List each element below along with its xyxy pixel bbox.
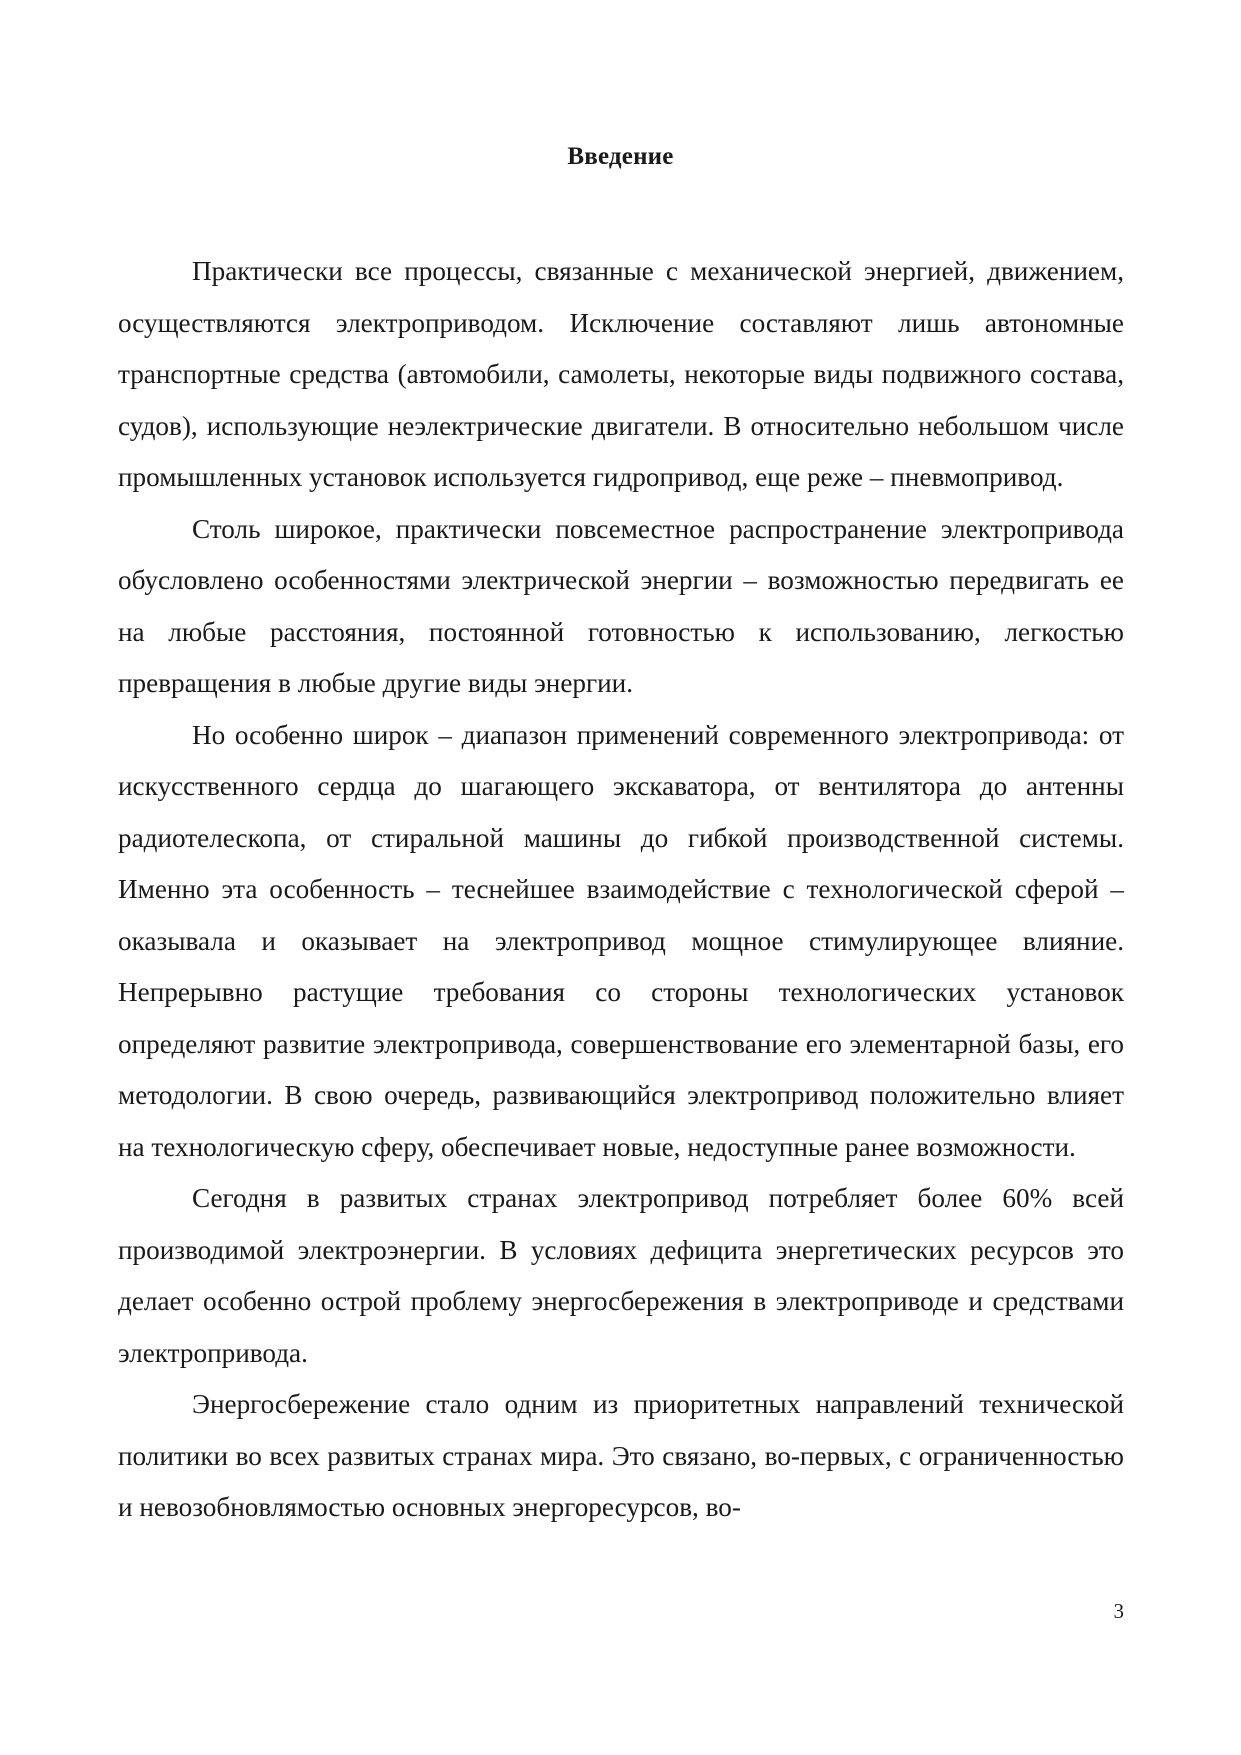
paragraph-3: Но особенно широк – диапазон применений современного электропривода: от искусственного сердца до шагающего экскаватора, от вентилятора до антенны радиотелескопа, от стиральной машины до гибкой производственной системы. Именно эта особенность – теснейшее взаимодействие с технологической сферой – оказывала и оказывает на электропривод мощное стимулирующее влияние. Непрерывно растущие требования со стороны технологических установок определяют развитие электропривода, совершенствование его элементарной базы, его методологии. В свою очередь, развивающийся электропривод положительно влияет на технологическую сферу, обеспечивает новые, недоступные ранее возможности. [118, 719, 1124, 1162]
paragraph-4: Сегодня в развитых странах электропривод потребляет более 60% всей производимой электроэнергии. В условиях дефицита энергетических ресурсов это делает особенно острой проблему энергосбережения в электроприводе и средствами электропривода. [118, 1183, 1124, 1368]
paragraph-2: Столь широкое, практически повсеместное распространение электропривода обусловлено особенностями электрической энергии – возможностью передвигать ее на любые расстояния, постоянной готовностью к использованию, легкостью превращения в любые другие виды энергии. [118, 513, 1124, 698]
paragraph-1: Практически все процессы, связанные с механической энергией, движением, осуществляются электроприводом. Исключение составляют лишь автономные транспортные средства (автомобили, самолеты, некоторые виды подвижного состава, судов), использующие неэлектрические двигатели. В относительно небольшом числе промышленных установок используется гидропривод, еще реже – пневмопривод. [118, 256, 1124, 492]
body-text [118, 246, 1124, 1534]
page-number: 3 [1113, 1599, 1124, 1623]
paragraph-5: Энергосбережение стало одним из приоритетных направлений технической политики во всех развитых странах мира. Это связано, во-первых, с ограниченностью и невозобновлямостью основных энергоресурсов, во- [118, 1389, 1124, 1522]
page-title: Введение [567, 143, 674, 170]
